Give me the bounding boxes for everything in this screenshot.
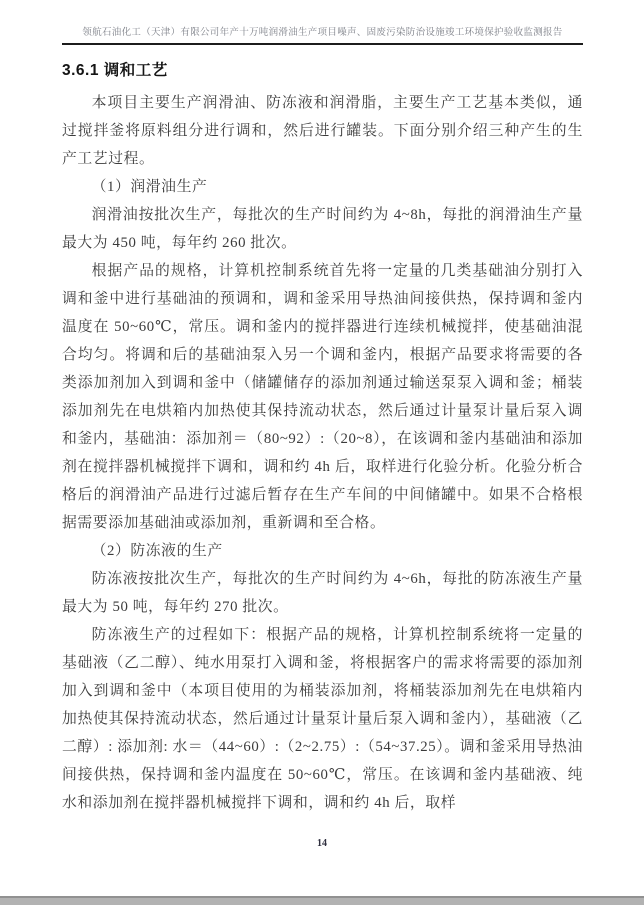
paragraph: （2）防冻液的生产 [91,543,223,559]
page-number: 14 [317,838,327,849]
paragraph: 根据产品的规格，计算机控制系统首先将一定量的几类基础油分别打入调和釜中进行基础油的预调和，调和釜采用导热油间接供热，保持调和釜内温度在 50~60℃，常压。调和釜内的搅拌器进行连续机械搅拌，使基础油混合均匀。将调和后的基础油泵入另一个调和釜内，根据产品要求将需要的各类添加剂加入到调和釜中（储罐储存的添加剂通过输送泵泵入调和釜；桶装添加剂先在电烘箱内加热使其保持流动状态，然后通过计量泵计量后泵入调和釜内，基础油：添加剂＝（80~92）:（20~8），在该调和釜内基础油和添加剂在搅拌器机械搅拌下调和，调和约 4h 后，取样进行化验分析。化验分析合格后的润滑油产品进行过滤后暂存在生产车间的中间储罐中。如果不合格根据需要添加基础油或添加剂，重新调和至合格。 [62,263,583,531]
page-content [62,0,583,817]
scan-edge-bar [0,896,644,905]
running-header: 领航石油化工（天津）有限公司年产十万吨润滑油生产项目噪声、固废污染防治设施竣工环境保护验收监测报告 [62,0,583,45]
paragraph: （1）润滑油生产 [91,179,208,195]
paragraph: 润滑油按批次生产，每批次的生产时间约为 4~8h，每批的润滑油生产量最大为 450 吨，每年约 260 批次。 [62,207,583,251]
document-body [62,89,583,817]
section-heading: 3.6.1 调和工艺 [62,62,168,79]
paragraph: 防冻液按批次生产，每批次的生产时间约为 4~6h，每批的防冻液生产量最大为 50 吨，每年约 270 批次。 [62,571,583,615]
paragraph: 本项目主要生产润滑油、防冻液和润滑脂，主要生产工艺基本类似，通过搅拌釜将原料组分进行调和，然后进行罐装。下面分别介绍三种产生的生产工艺过程。 [62,95,583,167]
paragraph: 防冻液生产的过程如下：根据产品的规格，计算机控制系统将一定量的基础液（乙二醇）、纯水用泵打入调和釜，将根据客户的需求将需要的添加剂加入到调和釜中（本项目使用的为桶装添加剂，将桶装添加剂先在电烘箱内加热使其保持流动状态，然后通过计量泵计量后泵入调和釜内），基础液（乙二醇）: 添加剂: 水＝（44~60）:（2~2.75）:（54~37.25）。调和釜采用导热油间接供热，保持调和釜内温度在 50~60℃，常压。在该调和釜内基础液、纯水和添加剂在搅拌器机械搅拌下调和，调和约 4h 后，取样 [62,627,583,811]
